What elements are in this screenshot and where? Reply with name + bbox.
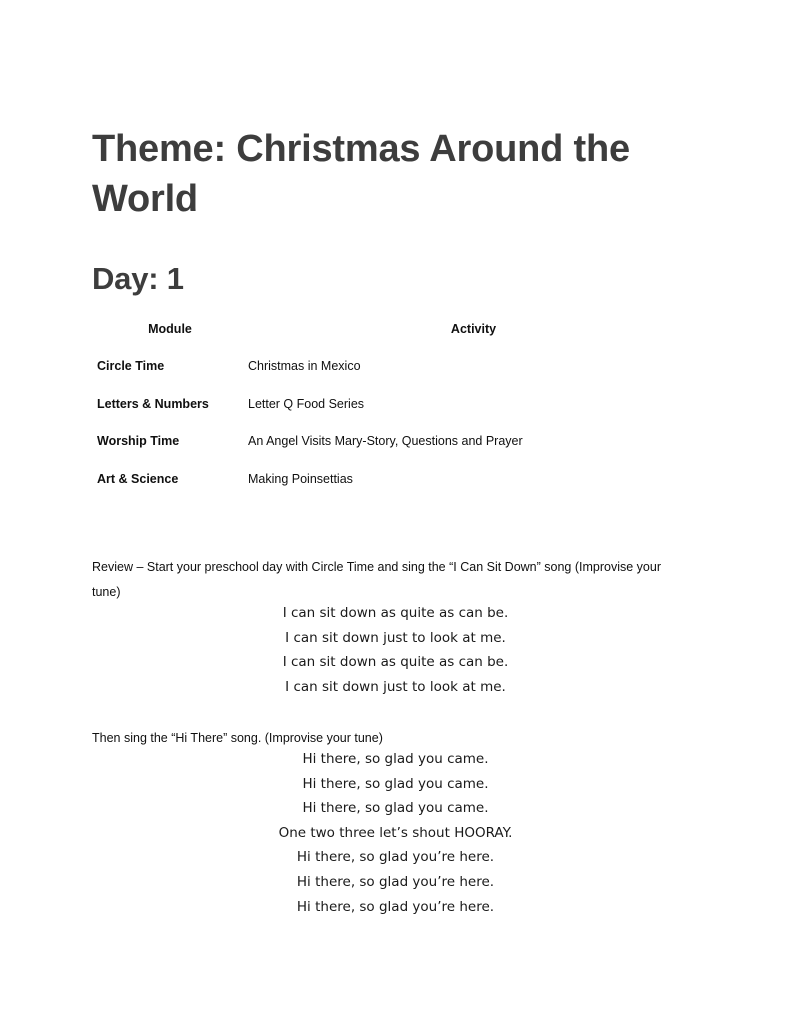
lyric-line: Hi there, so glad you came. — [302, 775, 489, 792]
lyric-line: Hi there, so glad you’re here. — [296, 873, 495, 890]
cell-module: Art & Science — [97, 471, 179, 486]
lyric-line: Hi there, so glad you came. — [302, 751, 489, 767]
cell-module: Worship Time — [97, 434, 180, 448]
page-title: Theme: Christmas Around the World — [92, 128, 630, 220]
lyric-line: I can sit down just to look at me. — [285, 678, 506, 695]
table-row — [92, 433, 699, 471]
schedule-table-header — [92, 321, 699, 358]
schedule-table — [92, 321, 699, 508]
table-row — [92, 471, 699, 509]
table-row — [92, 358, 699, 396]
cell-module: Circle Time — [97, 359, 165, 373]
lyric-line: I can sit down as quite as can be. — [282, 654, 509, 671]
column-header-module: Module — [148, 322, 192, 336]
lyric-line: One two three let’s shout HOORAY. — [278, 824, 513, 841]
lyric-line: Hi there, so glad you’re here. — [296, 898, 495, 915]
song-lyrics-i-can-sit-down — [92, 601, 699, 699]
song-lyrics-hi-there — [92, 747, 699, 919]
lyric-line: Hi there, so glad you came. — [302, 800, 489, 817]
lyric-line: I can sit down just to look at me. — [285, 629, 506, 646]
review-instruction-paragraph: Review – Start your preschool day with Circle Time and sing the “I Can Sit Down” song (Improvise your tune) — [92, 560, 661, 599]
schedule-table-body — [92, 358, 699, 508]
then-sing-instruction-paragraph: Then sing the “Hi There” song. (Improvise your tune) — [92, 731, 383, 745]
column-header-activity: Activity — [450, 322, 497, 336]
lyric-line: Hi there, so glad you’re here. — [296, 849, 495, 866]
cell-activity: An Angel Visits Mary-Story, Questions and Prayer — [248, 434, 523, 448]
cell-activity: Letter Q Food Series — [248, 396, 365, 411]
cell-activity: Christmas in Mexico — [248, 359, 361, 373]
cell-module: Letters & Numbers — [97, 396, 209, 411]
cell-activity: Making Poinsettias — [248, 471, 353, 486]
table-row — [92, 396, 699, 434]
table-header-row — [92, 321, 699, 358]
lyric-line: I can sit down as quite as can be. — [282, 605, 509, 621]
day-heading: Day: 1 — [92, 261, 184, 296]
